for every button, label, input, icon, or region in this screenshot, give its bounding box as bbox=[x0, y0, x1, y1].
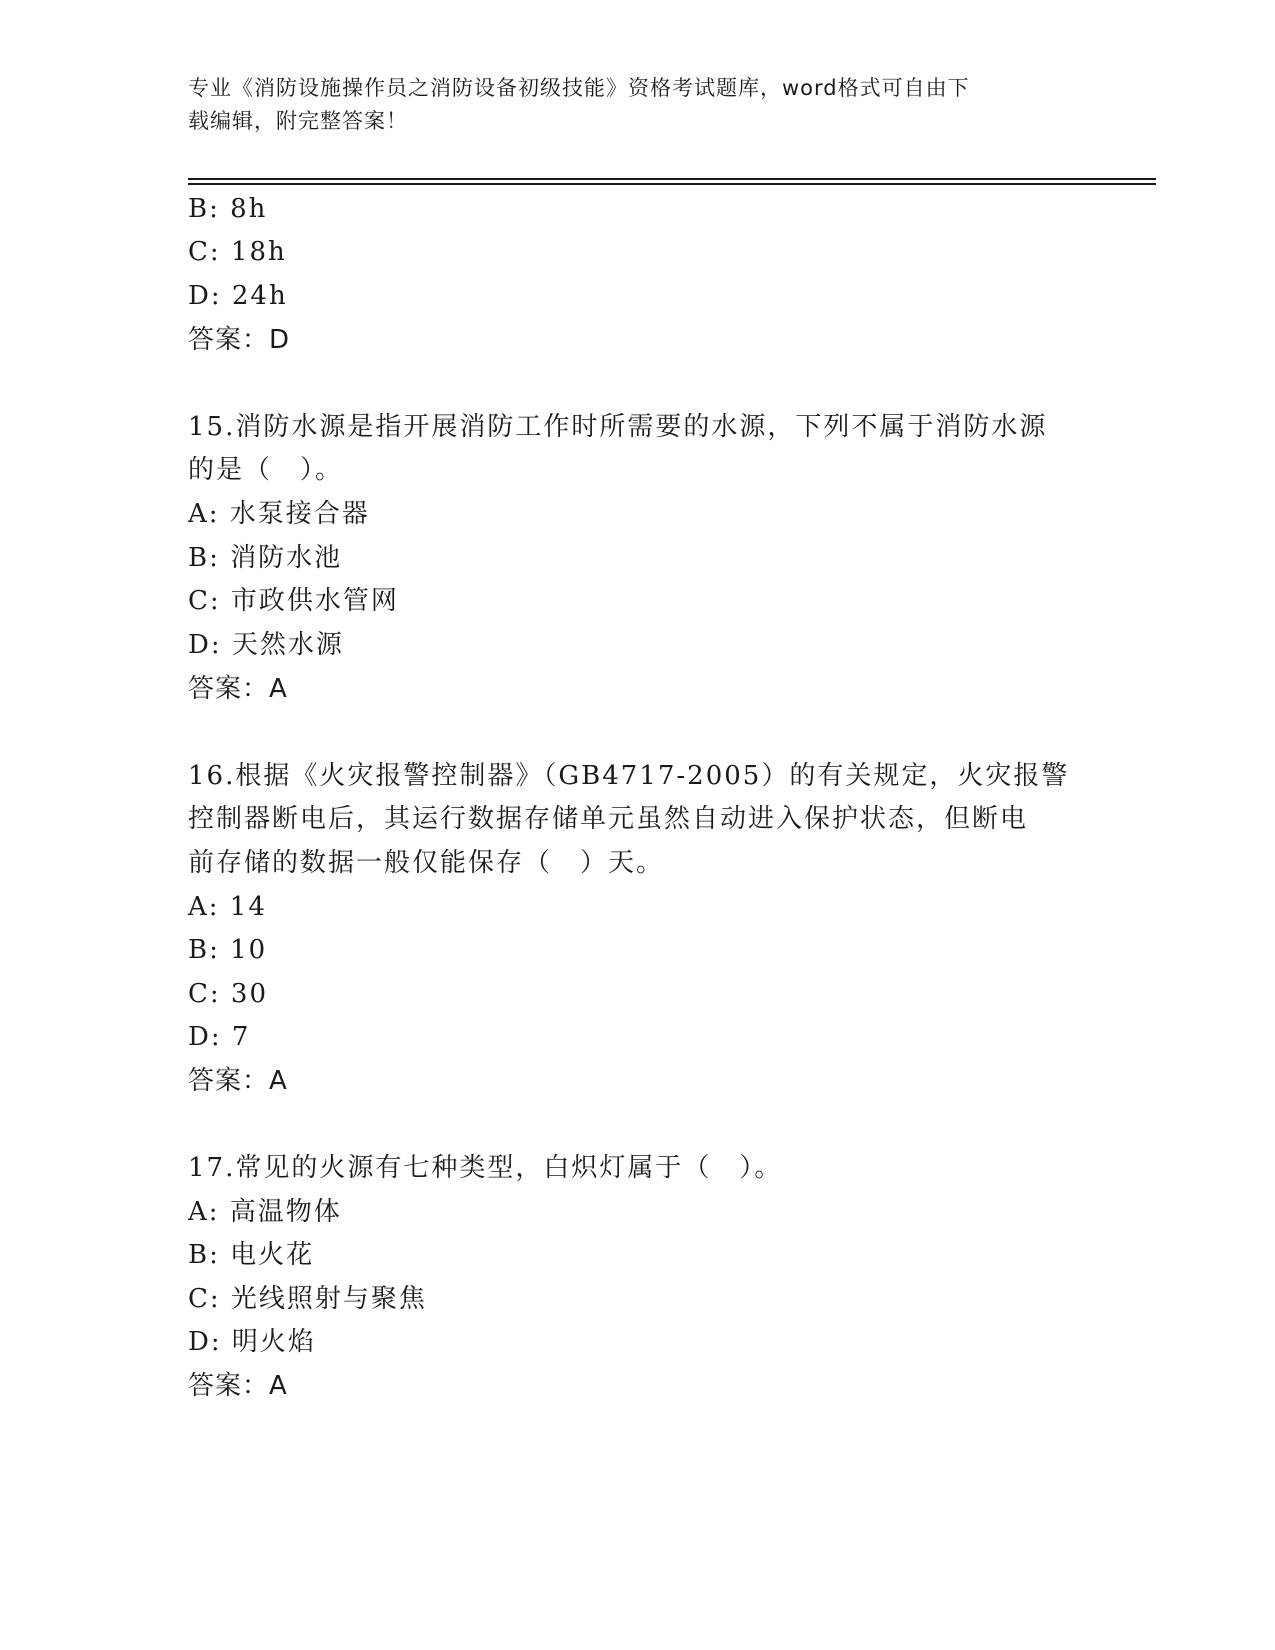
header-divider-bottom bbox=[188, 183, 1156, 185]
q15-stem-line-2: 的是（ ）。 bbox=[188, 455, 344, 485]
q17-option-c: C: 光线照射与聚焦 bbox=[188, 1284, 427, 1314]
q16-stem-line-3: 前存储的数据一般仅能保存（ ）天。 bbox=[188, 848, 665, 878]
header-line-1: 专业《消防设施操作员之消防设备初级技能》资格考试题库，word格式可自由下 bbox=[188, 76, 970, 100]
q15-option-c: C: 市政供水管网 bbox=[188, 586, 399, 616]
q17-answer: 答案：A bbox=[188, 1371, 288, 1401]
q14-option-d: D: 24h bbox=[188, 281, 288, 311]
q15-option-a: A: 水泵接合器 bbox=[188, 499, 370, 529]
q15-answer: 答案：A bbox=[188, 674, 288, 704]
header-divider-top bbox=[188, 178, 1156, 180]
q14-answer: 答案：D bbox=[188, 325, 291, 355]
header-line-2: 载编辑，附完整答案！ bbox=[188, 109, 408, 133]
q15-stem-line-1: 15.消防水源是指开展消防工作时所需要的水源，下列不属于消防水源 bbox=[188, 412, 1048, 442]
q14-option-b: B: 8h bbox=[188, 194, 268, 224]
document-header bbox=[188, 72, 1068, 138]
q16-option-c: C: 30 bbox=[188, 979, 269, 1009]
q17-stem-line-1: 17.常见的火源有七种类型，白炽灯属于（ ）。 bbox=[188, 1153, 783, 1183]
q16-answer: 答案：A bbox=[188, 1066, 288, 1096]
q16-stem-line-2: 控制器断电后，其运行数据存储单元虽然自动进入保护状态，但断电 bbox=[188, 804, 1029, 834]
q17-option-d: D: 明火焰 bbox=[188, 1327, 316, 1357]
q17-option-b: B: 电火花 bbox=[188, 1240, 315, 1270]
q16-stem-line-1: 16.根据《火灾报警控制器》（GB4717-2005）的有关规定，火灾报警 bbox=[188, 761, 1070, 791]
q15-option-b: B: 消防水池 bbox=[188, 543, 343, 573]
q14-option-c: C: 18h bbox=[188, 237, 287, 267]
q16-option-a: A: 14 bbox=[188, 892, 267, 922]
q15-option-d: D: 天然水源 bbox=[188, 630, 344, 660]
q16-option-d: D: 7 bbox=[188, 1022, 251, 1052]
q17-option-a: A: 高温物体 bbox=[188, 1197, 342, 1227]
q16-option-b: B: 10 bbox=[188, 935, 268, 965]
